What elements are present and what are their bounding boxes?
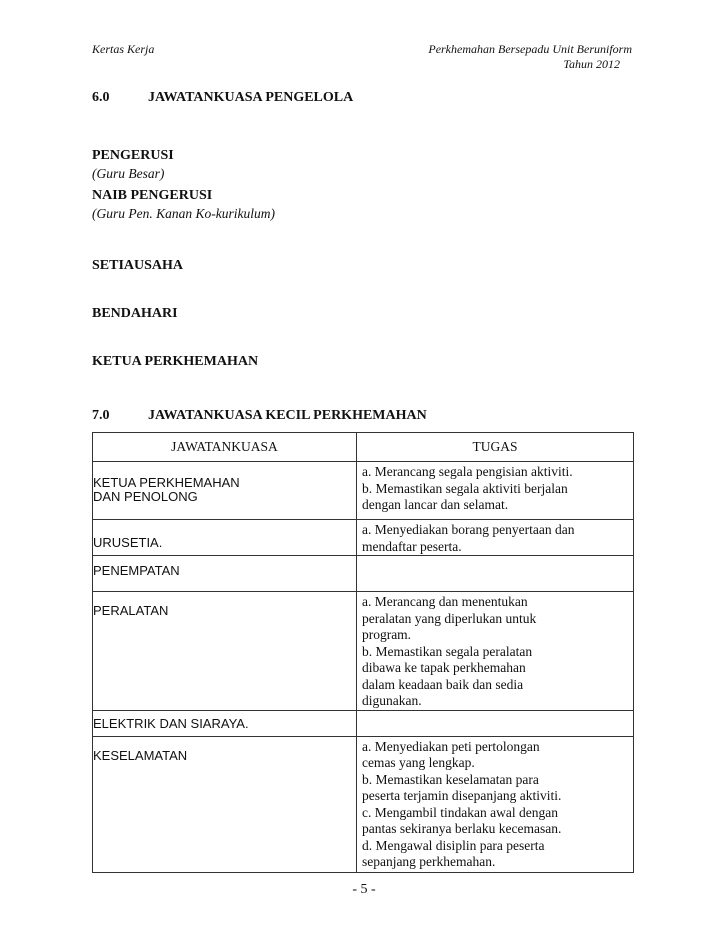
committee-name: PERALATAN	[93, 603, 169, 618]
committee-name: URUSETIA.	[93, 535, 163, 550]
table-row	[93, 736, 634, 872]
committee-table	[92, 432, 634, 873]
task-line: mendaftar peserta.	[361, 538, 462, 554]
table-row	[93, 520, 634, 556]
role-chair-note: (Guru Besar)	[92, 166, 165, 181]
role-vice: NAIB PENGERUSI	[92, 188, 213, 203]
task-line: a. Merancang dan menentukan	[361, 594, 528, 609]
page-number: - 5 -	[352, 882, 376, 897]
header-right-line1: Perkhemahan Bersepadu Unit Beruniform	[428, 42, 632, 56]
task-line: pantas sekiranya berlaku kecemasan.	[361, 821, 562, 836]
section-6-heading	[92, 90, 353, 106]
role-secretary: SETIAUSAHA	[92, 258, 184, 273]
section-6-number: 6.0	[92, 90, 110, 105]
table-row	[93, 710, 634, 736]
committee-name: KETUA PERKHEMAHAN DAN PENOLONG	[93, 475, 240, 504]
task-line: program.	[361, 627, 412, 642]
committee-name-cell	[93, 462, 357, 520]
table-row	[93, 556, 634, 592]
header-right-line2: Tahun 2012	[563, 57, 620, 71]
role-vice-note: (Guru Pen. Kanan Ko-kurikulum)	[92, 206, 275, 221]
task-line: cemas yang lengkap.	[361, 755, 475, 770]
committee-name-cell	[93, 710, 357, 736]
section-7-heading	[92, 408, 427, 424]
task-line: dalam keadaan baik dan sedia	[361, 676, 524, 692]
committee-name-cell	[93, 520, 357, 556]
task-cell	[356, 556, 633, 592]
task-line: dengan lancar dan selamat.	[361, 497, 509, 512]
task-cell	[356, 736, 633, 872]
task-line: peserta terjamin disepanjang aktiviti.	[361, 788, 562, 803]
task-line: c. Mengambil tindakan awal dengan	[361, 804, 559, 820]
section-7-number: 7.0	[92, 408, 110, 423]
task-line: digunakan.	[361, 693, 422, 708]
task-line: dibawa ke tapak perkhemahan	[361, 660, 526, 675]
table-body	[93, 462, 634, 873]
task-line: d. Mengawal disiplin para peserta	[361, 837, 545, 853]
task-line: a. Merancang segala pengisian aktiviti.	[361, 464, 573, 479]
committee-name: ELEKTRIK DAN SIARAYA.	[93, 715, 249, 731]
task-line: b. Memastikan segala aktiviti berjalan	[361, 480, 568, 496]
task-line: a. Menyediakan peti pertolongan	[361, 738, 540, 754]
committee-name-cell	[93, 736, 357, 872]
role-camp-leader: KETUA PERKHEMAHAN	[92, 354, 259, 369]
task-cell	[356, 592, 633, 711]
task-line: sepanjang perkhemahan.	[361, 854, 496, 869]
section-6-title: JAWATANKUASA PENGELOLA	[148, 90, 354, 105]
role-chair: PENGERUSI	[92, 148, 174, 163]
section-7-title: JAWATANKUASA KECIL PERKHEMAHAN	[148, 408, 427, 423]
committee-name-cell	[93, 556, 357, 592]
committee-name: PENEMPATAN	[93, 563, 180, 578]
table-row	[93, 592, 634, 711]
header-left: Kertas Kerja	[92, 42, 155, 56]
committee-name-cell	[93, 592, 357, 711]
table-header-col1: JAWATANKUASA	[93, 433, 357, 462]
table-header-col2: TUGAS	[356, 433, 633, 462]
table-header-row	[93, 433, 634, 462]
task-cell	[356, 520, 633, 556]
table-row	[93, 462, 634, 520]
task-line: a. Menyediakan borang penyertaan dan	[361, 522, 575, 537]
task-cell	[356, 462, 633, 520]
role-treasurer: BENDAHARI	[92, 306, 178, 321]
task-cell	[356, 710, 633, 736]
task-line: b. Memastikan segala peralatan	[361, 643, 533, 659]
header-right	[400, 42, 632, 72]
task-line: peralatan yang diperlukan untuk	[361, 610, 537, 626]
task-line: b. Memastikan keselamatan para	[361, 771, 539, 787]
committee-name: KESELAMATAN	[93, 747, 188, 763]
